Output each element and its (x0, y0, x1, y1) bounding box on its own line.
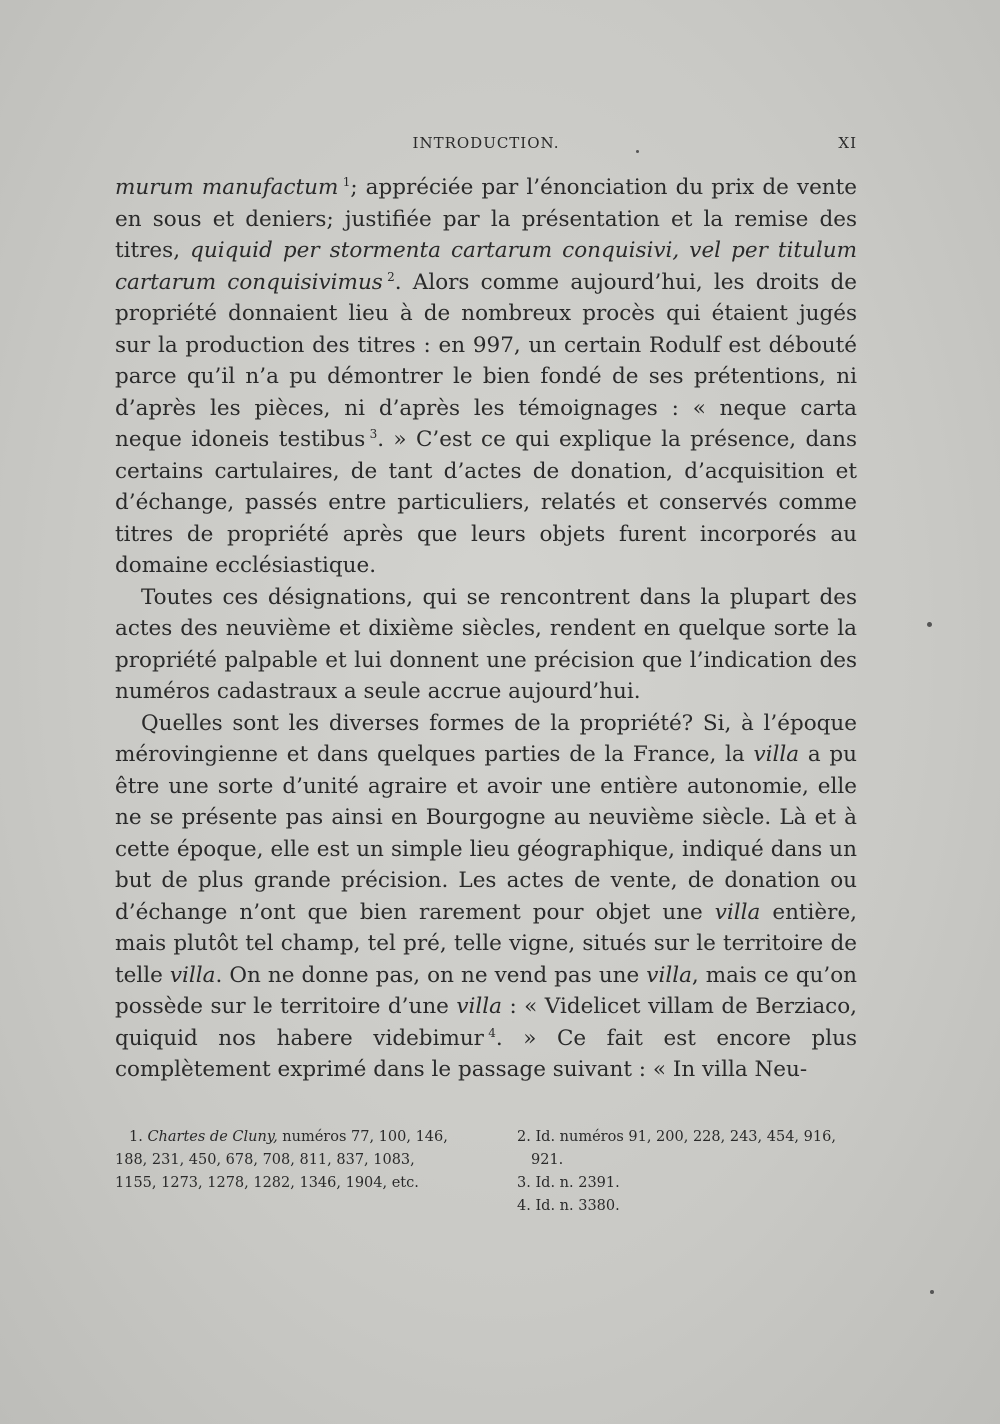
footnote-1-text: numéros 77, 100, 146, 188, 231, 450, 678, 708, 811, 837, 1083, 1155, 1273, 1278, 1282, 1346, 1904, etc. (115, 1129, 448, 1191)
paper-speck (930, 1290, 934, 1294)
latin-quote: quiquid per stormenta cartarum conquisivi, vel per titulum cartarum conquisivimus (115, 238, 858, 295)
paper-speck (636, 150, 639, 153)
footnotes-left-column (115, 1126, 460, 1218)
footnote-4: 4. Id. n. 3380. (517, 1198, 620, 1214)
text-run: ; appréciée par l’énonciation du prix de vente en sous et deniers; justifiée par la présentation et la remise des titres, (115, 175, 857, 263)
text-run: a pu être une sorte d’unité agraire et avoir une entière autonomie, elle ne se présente pas ainsi en Bourgogne au neuvième siècle. Là et à cette époque, elle est un simple lieu géographique, indiqué dans un but de plus grande précision. Les actes de vente, de donation ou d’échange n’ont que bien rarement pour objet une (115, 742, 857, 925)
villa-term: villa (714, 899, 761, 925)
footnote-ref-3: 3 (369, 427, 378, 441)
paragraph-1 (115, 172, 857, 582)
footnote-1-source: Chartes de Cluny, (147, 1129, 278, 1145)
footnote-1-number: 1. (129, 1129, 148, 1145)
latin-quote: murum manufactum (115, 175, 339, 200)
main-text (115, 172, 857, 1086)
text-run: entière, mais plutôt tel champ, tel pré, telle vigne, situés sur le territoire de telle (115, 899, 857, 988)
footnote-2: 2. Id. numéros 91, 200, 228, 243, 454, 916, 921. (517, 1129, 836, 1168)
footnote-1 (115, 1126, 460, 1195)
paragraph-2: Toutes ces désignations, qui se rencontrent dans la plupart des actes des neuvième et dixième siècles, rendent en quelque sorte la propriété palpable et lui donnent une précision que l’indication des numéros cadastraux a seule accrue aujourd’hui. (115, 584, 857, 704)
running-title: INTRODUCTION. (412, 134, 560, 152)
text-run: Quelles sont les diverses formes de la propriété? Si, à l’époque mérovingienne et dans quelques parties de la France, la (115, 710, 857, 767)
running-header (115, 134, 857, 156)
text-run: : « Videlicet villam de Berziaco, quiquid nos habere videbimur (115, 994, 858, 1051)
footnote-ref-2: 2 (387, 269, 395, 284)
footnote-ref-4: 4 (488, 1025, 496, 1040)
footnote-3: 3. Id. n. 2391. (517, 1175, 620, 1191)
footnotes (115, 1126, 857, 1218)
text-run: . On ne donne pas, on ne vend pas une (215, 962, 647, 988)
paper-speck (927, 622, 932, 627)
text-run: , mais ce qu’on possède sur le territoire d’une (115, 962, 857, 1019)
villa-term: villa (456, 994, 502, 1019)
text-run: . » Ce fait est encore plus complètement exprimé dans le passage suivant : « In villa Neu- (115, 1025, 858, 1082)
villa-term: villa (169, 962, 216, 988)
villa-term: villa (753, 742, 800, 767)
paragraph-3 (115, 708, 857, 1086)
text-run: . Alors comme aujourd’hui, les droits de propriété donnaient lieu à de nombreux procès qui étaient jugés sur la production des titres : en 997, un certain Rodulf est débouté parce qu’il n’a pu démontrer le bien fondé de ses prétentions, ni d’après les pièces, ni d’après les témoignages : « neque carta neque idoneis testibus (115, 269, 857, 452)
footnotes-right-column (517, 1126, 857, 1218)
villa-term: villa (646, 962, 692, 988)
text-run: . » C’est ce qui explique la présence, dans certains cartulaires, de tant d’actes de donation, d’acquisition et d’échange, passés entre particuliers, relatés et conservés comme titres de propriété après que leurs objets furent incorporés au domaine ecclésiastique. (115, 427, 857, 578)
footnote-ref-1: 1 (342, 175, 351, 189)
page-number: XI (838, 134, 857, 152)
